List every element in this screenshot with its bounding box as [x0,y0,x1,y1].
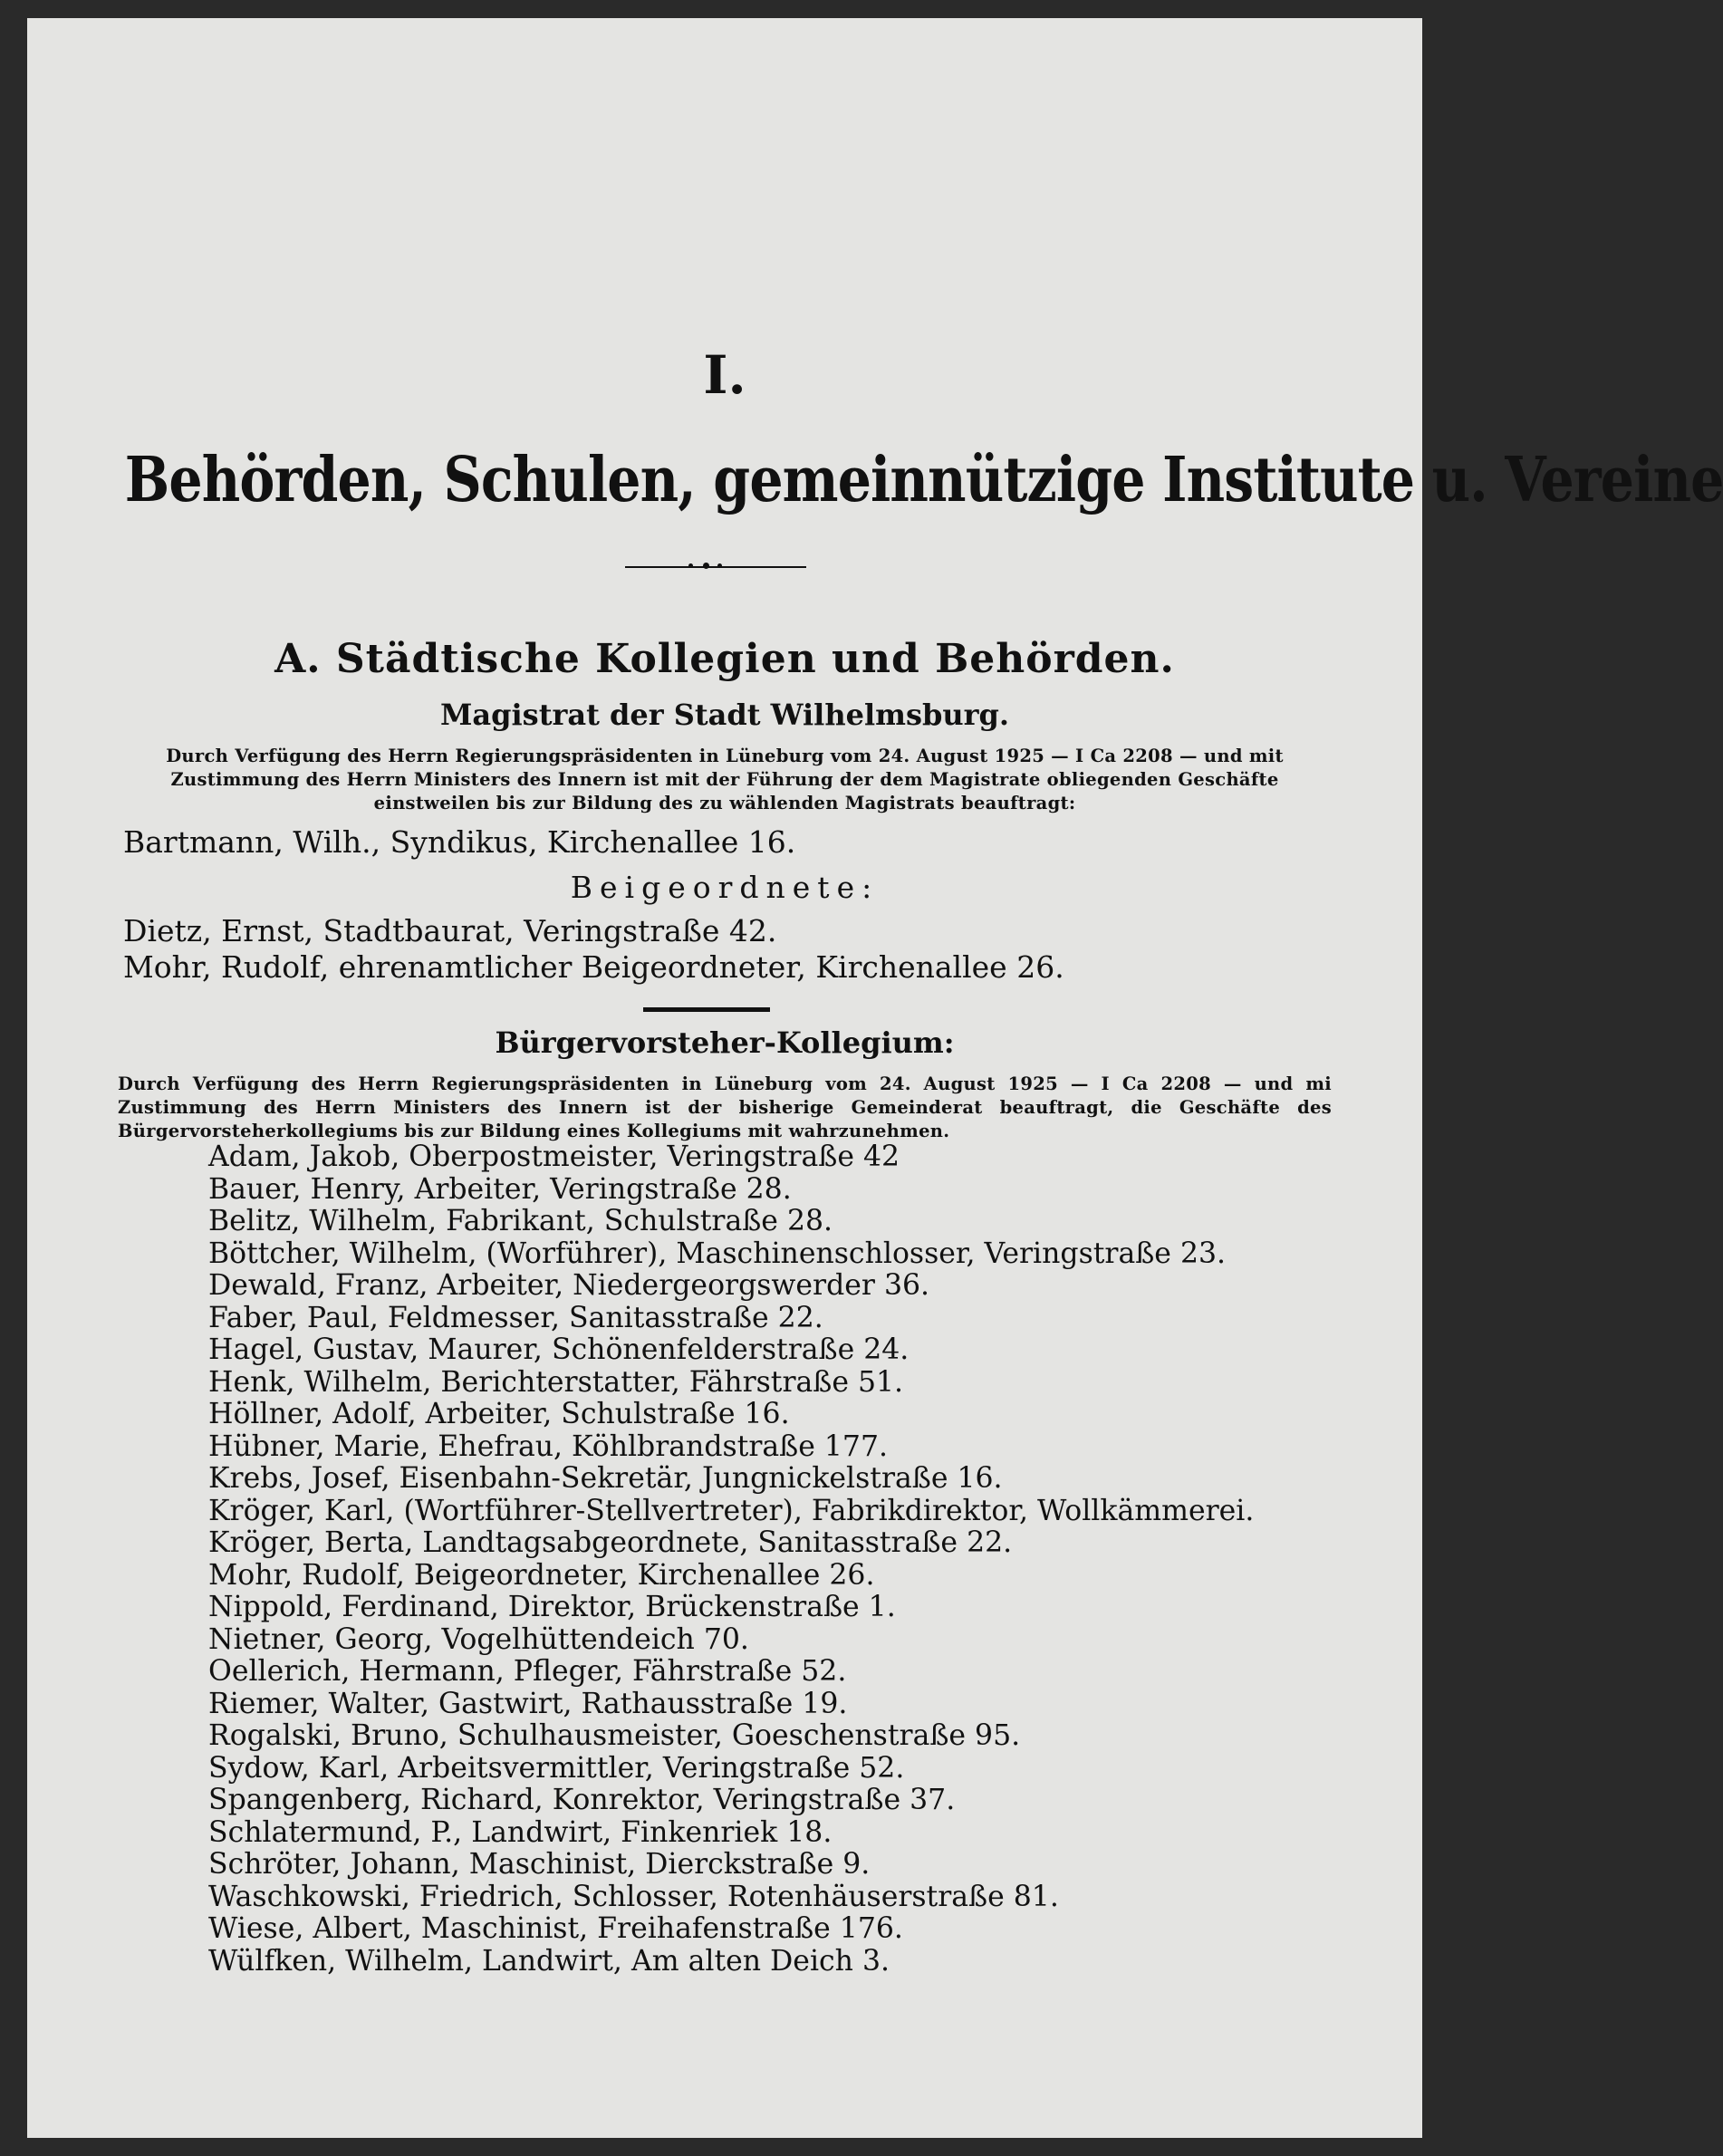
list-item: Mohr, Rudolf, Beigeordneter, Kirchenallee 26. [208,1558,875,1592]
list-item: Höllner, Adolf, Arbeiter, Schulstraße 16. [208,1398,790,1430]
list-item: Bauer, Henry, Arbeiter, Veringstraße 28. [208,1172,792,1206]
list-item: Schröter, Johann, Maschinist, Dierckstraße 9. [208,1848,871,1881]
list-item: Wiese, Albert, Maschinist, Freihafenstraße 176. [208,1912,903,1945]
list-item: Dewald, Franz, Arbeiter, Niedergeorgswerder 36. [208,1269,930,1302]
list-item: Kröger, Karl, (Wortführer-Stellvertreter), Fabrikdirektor, Wollkämmerei. [208,1494,1255,1527]
document-page [27,18,1723,2138]
list-item: Schlatermund, P., Landwirt, Finkenriek 18. [208,1815,833,1849]
section-a-title: A. Städtische Kollegien und Behörden. [274,636,1175,682]
list-item: Kröger, Berta, Landtagsabgeordnete, Sanitasstraße 22. [208,1526,1013,1559]
beigeordneter-entry-2: Mohr, Rudolf, ehrenamtlicher Beigeordneter, Kirchenallee 26. [123,949,1064,985]
magistrat-title: Magistrat der Stadt Wilhelmsburg. [439,698,1009,732]
list-item: Oellerich, Hermann, Pfleger, Fährstraße 52. [208,1655,847,1688]
list-item: Riemer, Walter, Gastwirt, Rathausstraße 19. [208,1687,848,1720]
buergervorsteher-note: Durch Verfügung des Herrn Regierungspräsidenten in Lüneburg vom 24. August 1925 — I Ca 2208 — und mi Zustimmung des Herrn Ministers des Innern ist der bisherige Gemeinderat beauftragt, die Geschäfte des Bürgervorsteherkollegiums bis zur Bildung eines Kollegiums mit wahrzunehmen. [118,1073,1332,1141]
list-item: Adam, Jakob, Oberpostmeister, Veringstraße 42 [208,1141,900,1173]
list-item: Nietner, Georg, Vogelhüttendeich 70. [208,1622,749,1656]
list-item: Krebs, Josef, Eisenbahn-Sekretär, Jungnickelstraße 16. [208,1462,1003,1495]
list-item: Sydow, Karl, Arbeitsvermittler, Veringstraße 52. [208,1751,905,1785]
buergervorsteher-title: Bürgervorsteher-Kollegium: [495,1025,955,1060]
beigeordnete-heading: Beigeordnete: [570,870,880,905]
list-item: Waschkowski, Friedrich, Schlosser, Rotenhäuserstraße 81. [208,1880,1059,1913]
beigeordneter-entry-1: Dietz, Ernst, Stadtbaurat, Veringstraße 42. [123,913,777,948]
section-rule [643,1007,770,1012]
member-list [208,1141,1254,1978]
list-item: Rogalski, Bruno, Schulhausmeister, Goeschenstraße 95. [208,1719,1021,1752]
magistrat-entry: Bartmann, Wilh., Syndikus, Kirchenallee 16. [123,824,796,860]
list-item: Wülfken, Wilhelm, Landwirt, Am alten Deich 3. [208,1944,890,1978]
list-item: Henk, Wilhelm, Berichterstatter, Fährstraße 51. [208,1365,904,1399]
list-item: Belitz, Wilhelm, Fabrikant, Schulstraße 28. [208,1205,833,1237]
list-item: Spangenberg, Richard, Konrektor, Veringstraße 37. [208,1784,956,1816]
list-item: Hübner, Marie, Ehefrau, Köhlbrandstraße 177. [208,1429,889,1463]
section-number: I. [703,344,746,406]
list-item: Nippold, Ferdinand, Direktor, Brückenstraße 1. [208,1591,896,1623]
list-item: Böttcher, Wilhelm, (Worführer), Maschinenschlosser, Veringstraße 23. [208,1237,1227,1270]
magistrat-note: Durch Verfügung des Herrn Regierungspräsidenten in Lüneburg vom 24. August 1925 — I Ca 2208 — und mit Zustimmung des Herrn Ministers des Innern ist mit der Führung der dem Magistrate obliegenden Geschäfte einstweilen bis zur Bildung des zu wählenden Magistrats beauftragt: [166,746,1284,813]
main-title: Behörden, Schulen, gemeinnützige Institute u. Vereine [124,444,1723,516]
list-item: Faber, Paul, Feldmesser, Sanitasstraße 22. [208,1301,823,1334]
list-item: Hagel, Gustav, Maurer, Schönenfelderstraße 24. [208,1333,910,1366]
